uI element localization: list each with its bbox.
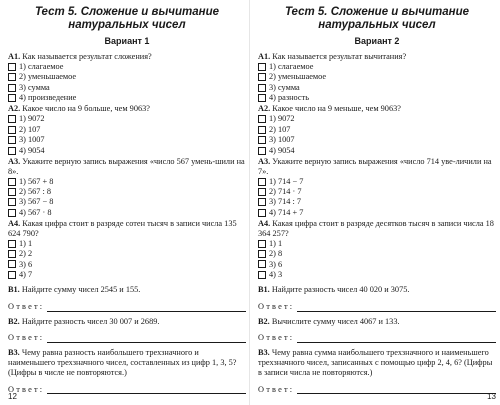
test-title: [8, 6, 246, 32]
answer-field[interactable]: [258, 385, 496, 395]
question-a4: [258, 219, 496, 280]
question-text: Чему равна сумма наибольшего трехзначного и наименьшего трехзначного чисел, записанных с помощью цифр 2, 4, 6? (Цифры в записи числа не повторяются.): [258, 348, 493, 377]
question-text: Укажите верную запись выражения «число 714 уве-личили на 7».: [258, 156, 492, 176]
option-label: 4) произведение: [19, 93, 77, 103]
question-text: Найдите сумму чисел 2545 и 155.: [21, 285, 141, 295]
question-text: Найдите разность чисел 40 020 и 3075.: [271, 285, 410, 295]
question-text: Вычислите сумму чисел 4067 и 133.: [271, 316, 400, 326]
variant-heading: Вариант 1: [104, 36, 150, 46]
option-label: 4) 7: [19, 269, 33, 279]
checkbox[interactable]: [8, 209, 16, 217]
question-text: Какое число на 9 меньше, чем 9063?: [272, 104, 401, 114]
right-page: [258, 0, 496, 405]
option-label: 2) 8: [269, 249, 283, 259]
question-b1: [258, 285, 496, 312]
option[interactable]: [8, 207, 246, 217]
checkbox[interactable]: [8, 84, 16, 92]
question-a2: [8, 104, 246, 155]
option[interactable]: [258, 114, 496, 124]
question-text: Как называется результат вычитания?: [272, 52, 407, 61]
variant-heading: Вариант 2: [354, 36, 400, 46]
option-label: 1) 567 + 8: [19, 176, 54, 186]
option[interactable]: [258, 93, 496, 103]
question-number: В3.: [8, 348, 20, 358]
option-label: 2) 567 : 8: [19, 187, 52, 196]
question-number: А4.: [258, 218, 271, 228]
question-number: В1.: [8, 285, 20, 295]
checkbox[interactable]: [8, 188, 16, 196]
answer-label: Ответ:: [8, 301, 45, 311]
checkbox[interactable]: [258, 63, 266, 71]
answer-line[interactable]: [297, 334, 496, 343]
answer-line[interactable]: [47, 334, 246, 343]
option-label: 1) слагаемое: [19, 62, 64, 72]
checkbox[interactable]: [258, 260, 266, 268]
answer-line[interactable]: [47, 303, 246, 312]
checkbox[interactable]: [8, 250, 16, 258]
question-number: В2.: [8, 316, 20, 326]
option-label: 1) слагаемое: [269, 62, 314, 72]
option[interactable]: [258, 259, 496, 269]
answer-label: Ответ:: [8, 384, 45, 394]
question-text: Какая цифра стоит в разряде десятков тысяч в записи числа 18 364 257?: [258, 218, 494, 238]
checkbox[interactable]: [258, 250, 266, 258]
option[interactable]: [258, 62, 496, 72]
option[interactable]: [258, 176, 496, 186]
checkbox[interactable]: [8, 136, 16, 144]
option[interactable]: [8, 83, 246, 93]
option[interactable]: [258, 207, 496, 217]
question-text: Укажите верную запись выражения «число 567 умень-шили на 8».: [8, 156, 245, 176]
question-b3: [258, 348, 496, 394]
question-number: А2.: [258, 104, 271, 114]
option[interactable]: [8, 114, 246, 124]
answer-line[interactable]: [297, 385, 496, 394]
title-line-1: Тест 5. Сложение и вычитание: [34, 6, 220, 18]
checkbox[interactable]: [258, 271, 266, 279]
checkbox[interactable]: [258, 198, 266, 206]
option-label: 4) 567 · 8: [19, 207, 52, 217]
option-label: 3) 6: [19, 259, 33, 269]
question-text: Найдите разность чисел 30 007 и 2689.: [21, 316, 160, 326]
question-a1: [8, 52, 246, 103]
checkbox[interactable]: [258, 188, 266, 196]
option[interactable]: [8, 72, 246, 82]
checkbox[interactable]: [8, 126, 16, 134]
question-text: Как называется результат сложения?: [22, 52, 152, 61]
checkbox[interactable]: [258, 240, 266, 248]
title-line-2: натуральных чисел: [68, 19, 186, 31]
question-number: А2.: [8, 104, 21, 114]
question-text: Чему равна разность наибольшего трехзначного и наименьшего трехзначного чисел, составленных из цифр 1, 3, 5? (Цифры в числе не повторяются.): [8, 348, 237, 377]
question-number: А1.: [258, 52, 271, 61]
option[interactable]: [8, 197, 246, 207]
option-label: 4) 3: [269, 269, 283, 279]
book-gutter: [249, 0, 250, 405]
option[interactable]: [8, 176, 246, 186]
option-label: 4) 9054: [269, 145, 295, 155]
question-number: А1.: [8, 52, 21, 61]
option[interactable]: [8, 135, 246, 145]
question-a4: [8, 219, 246, 280]
checkbox[interactable]: [8, 63, 16, 71]
option-label: 3) 567 − 8: [19, 197, 54, 207]
option[interactable]: [258, 72, 496, 82]
option[interactable]: [8, 145, 246, 155]
page-number: 13: [487, 392, 496, 401]
question-number: В1.: [258, 285, 270, 295]
test-title: [258, 6, 496, 32]
option[interactable]: [258, 83, 496, 93]
option-label: 3) 6: [269, 259, 283, 269]
answer-label: Ответ:: [8, 333, 45, 343]
question-text: Какая цифра стоит в разряде сотен тысяч в записи числа 135 624 790?: [8, 218, 237, 238]
option-label: 2) 107: [19, 124, 41, 134]
option[interactable]: [258, 135, 496, 145]
option-label: 3) сумма: [269, 82, 300, 92]
checkbox[interactable]: [258, 178, 266, 186]
option-label: 1) 714 − 7: [269, 176, 304, 186]
answer-label: Ответ:: [258, 301, 295, 311]
page-number: 12: [8, 392, 17, 401]
option[interactable]: [258, 270, 496, 280]
option-label: 3) сумма: [19, 82, 50, 92]
question-text: Какое число на 9 больше, чем 9063?: [22, 104, 150, 114]
checkbox[interactable]: [8, 147, 16, 155]
option[interactable]: [258, 145, 496, 155]
question-number: А3.: [8, 156, 21, 166]
question-a2: [258, 104, 496, 155]
question-a1: [258, 52, 496, 103]
option-label: 1) 1: [19, 238, 33, 248]
answer-label: Ответ:: [258, 333, 295, 343]
option-label: 2) 2: [19, 249, 33, 259]
checkbox[interactable]: [258, 209, 266, 217]
title-line-1: Тест 5. Сложение и вычитание: [284, 6, 470, 18]
option[interactable]: [258, 249, 496, 259]
option-label: 2) 107: [269, 124, 291, 134]
option[interactable]: [258, 238, 496, 248]
checkbox[interactable]: [8, 198, 16, 206]
question-a3: [258, 157, 496, 218]
option[interactable]: [8, 187, 246, 197]
checkbox[interactable]: [258, 94, 266, 102]
answer-field[interactable]: [8, 333, 246, 343]
checkbox[interactable]: [258, 115, 266, 123]
question-number: А4.: [8, 218, 21, 228]
checkbox[interactable]: [8, 73, 16, 81]
checkbox[interactable]: [258, 73, 266, 81]
checkbox[interactable]: [258, 84, 266, 92]
checkbox[interactable]: [8, 271, 16, 279]
option-label: 4) 9054: [19, 145, 45, 155]
question-b1: [8, 285, 246, 312]
answer-field[interactable]: [8, 385, 246, 395]
checkbox[interactable]: [8, 260, 16, 268]
answer-field[interactable]: [258, 302, 496, 312]
option-label: 3) 1007: [19, 135, 45, 145]
question-number: В2.: [258, 316, 270, 326]
answer-line[interactable]: [47, 385, 246, 394]
checkbox[interactable]: [258, 126, 266, 134]
option-label: 3) 714 : 7: [269, 197, 302, 207]
title-line-2: натуральных чисел: [318, 19, 436, 31]
checkbox[interactable]: [258, 147, 266, 155]
question-b3: [8, 348, 246, 394]
option[interactable]: [8, 270, 246, 280]
option-label: 2) уменьшаемое: [19, 72, 77, 82]
answer-line[interactable]: [297, 303, 496, 312]
option[interactable]: [8, 238, 246, 248]
option[interactable]: [258, 187, 496, 197]
checkbox[interactable]: [8, 94, 16, 102]
checkbox[interactable]: [258, 136, 266, 144]
option[interactable]: [8, 62, 246, 72]
question-b2: [258, 317, 496, 344]
answer-field[interactable]: [8, 302, 246, 312]
left-page: [8, 0, 246, 405]
option-label: 1) 9072: [269, 114, 295, 124]
answer-field[interactable]: [258, 333, 496, 343]
option[interactable]: [8, 125, 246, 135]
option[interactable]: [8, 249, 246, 259]
question-a3: [8, 157, 246, 218]
question-number: А3.: [258, 156, 271, 166]
option[interactable]: [258, 125, 496, 135]
checkbox[interactable]: [8, 178, 16, 186]
option[interactable]: [258, 197, 496, 207]
option[interactable]: [8, 259, 246, 269]
option[interactable]: [8, 93, 246, 103]
option-label: 1) 9072: [19, 114, 45, 124]
question-number: В3.: [258, 348, 270, 358]
checkbox[interactable]: [8, 115, 16, 123]
option-label: 2) 714 · 7: [269, 187, 302, 196]
option-label: 3) 1007: [269, 135, 295, 145]
checkbox[interactable]: [8, 240, 16, 248]
option-label: 1) 1: [269, 238, 283, 248]
question-b2: [8, 317, 246, 344]
option-label: 4) 714 + 7: [269, 207, 304, 217]
option-label: 4) разность: [269, 93, 309, 103]
answer-label: Ответ:: [258, 384, 295, 394]
option-label: 2) уменьшаемое: [269, 72, 327, 82]
